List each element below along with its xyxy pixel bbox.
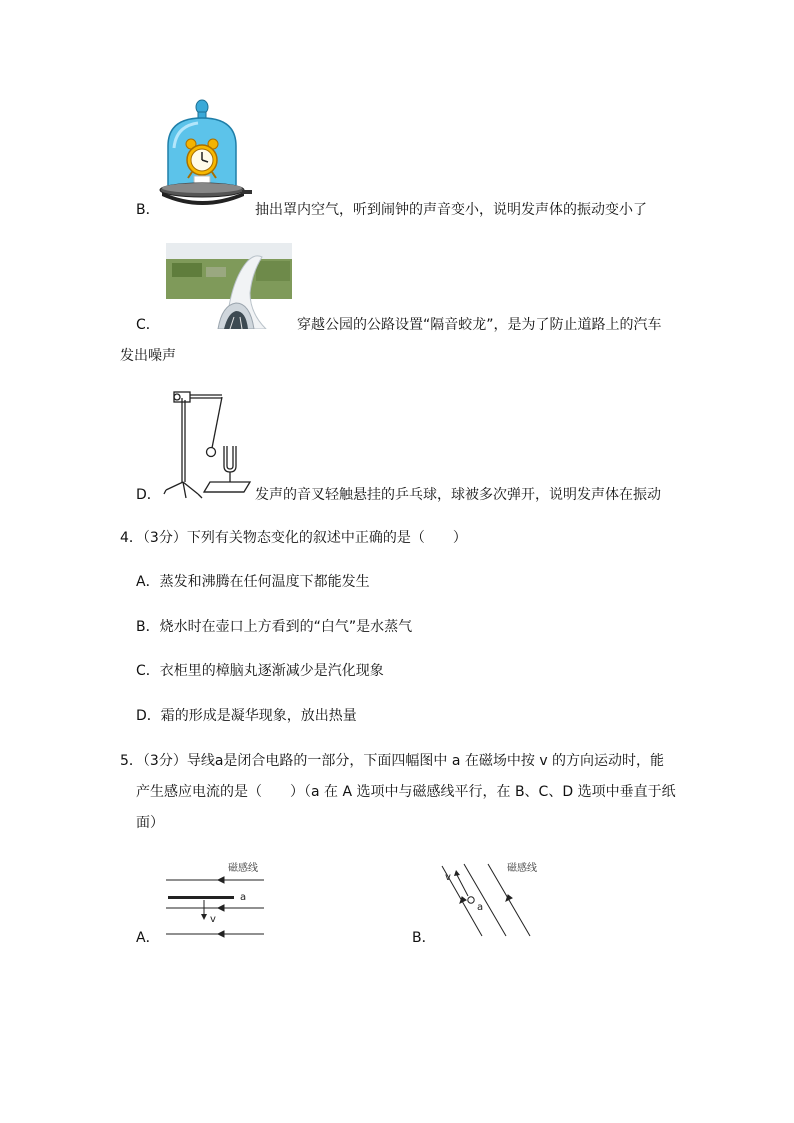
q5-stem-line1: 5．（3分）导线a是闭合电路的一部分，下面四幅图中 a 在磁场中按 v 的方向运动时，能: [120, 753, 665, 769]
q4-option-c-text: 衣柜里的樟脑丸逐渐减少是汽化现象: [159, 663, 384, 679]
q4-option-b-text: 烧水时在壶口上方看到的“白气”是水蒸气: [159, 619, 413, 635]
tuning-fork-pingpong-diagram: [162, 386, 258, 500]
q3-option-b-text: 抽出罩内空气，听到闹钟的声音变小，说明发声体的振动变小了: [255, 202, 647, 218]
q3-option-d-text: 发声的音叉轻触悬挂的乒乓球，球被多次弹开，说明发声体在振动: [255, 487, 661, 503]
q4-option-a-text: 蒸发和沸腾在任何温度下都能发生: [159, 574, 370, 590]
bell-jar-alarm-clock-image: [158, 98, 254, 214]
noise-barrier-road-photo: [166, 243, 292, 329]
q4-option-c[interactable]: [136, 662, 384, 680]
q3-option-c-label[interactable]: C．: [136, 317, 160, 333]
q5-fig-a-label[interactable]: A．: [136, 930, 160, 946]
q3-option-c-text-line2: 发出噪声: [120, 348, 176, 364]
q4-option-d-label: D．: [136, 708, 161, 724]
q4-option-b-label: B．: [136, 619, 160, 635]
q4-option-a[interactable]: [136, 573, 370, 591]
q4-option-b[interactable]: [136, 618, 412, 636]
q4-option-d-text: 霜的形成是凝华现象，放出热量: [160, 708, 357, 724]
q4-option-d[interactable]: [136, 707, 357, 725]
q5-fig-b-wire-label: a: [477, 902, 484, 913]
q5-stem-line3: 面）: [136, 815, 164, 831]
q5-fig-b-velocity-label: v: [445, 872, 451, 883]
q4-option-c-label: C．: [136, 663, 160, 679]
q5-fig-a-wire-label: a: [240, 892, 247, 903]
q4-stem: 4．（3分）下列有关物态变化的叙述中正确的是（ ）: [120, 530, 467, 546]
q5-fig-b-label[interactable]: B．: [412, 930, 436, 946]
q3-option-c-text-line1: 穿越公园的公路设置“隔音蛟龙”，是为了防止道路上的汽车: [297, 317, 662, 333]
q3-option-b-label[interactable]: B．: [136, 202, 160, 218]
q5-fig-b-field-label: 磁感线: [507, 863, 537, 874]
q5-stem-line2: 产生感应电流的是（ ）（a 在 A 选项中与磁感线平行，在 B、C、D 选项中垂直于纸: [136, 784, 676, 800]
q4-option-a-label: A．: [136, 574, 160, 590]
q3-option-d-label[interactable]: D．: [136, 487, 161, 503]
q5-fig-a-velocity-label: v: [210, 914, 216, 925]
q5-fig-a-field-label: 磁感线: [228, 863, 258, 874]
